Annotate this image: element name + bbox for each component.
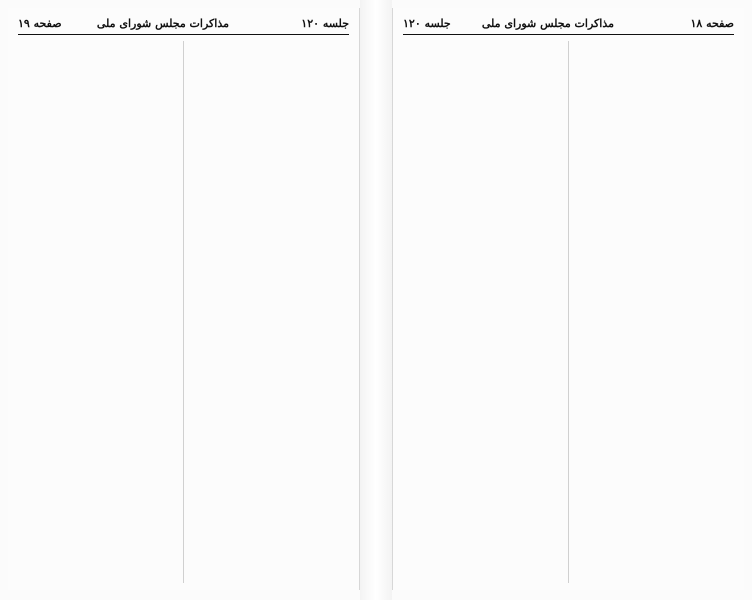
left-page-columns	[18, 41, 349, 583]
right-page-header	[403, 16, 734, 35]
book-gutter	[360, 0, 392, 600]
right-page-session: جلسه ١٢٠	[403, 17, 451, 30]
left-page-session: جلسه ١٢٠	[301, 17, 349, 30]
left-page-title: مذاکرات مجلس شورای ملی	[96, 17, 229, 30]
right-page-column-1	[577, 41, 734, 583]
left-page-column-divider	[183, 41, 184, 583]
right-page	[392, 8, 744, 590]
right-page-number: صفحه ١٨	[690, 17, 734, 30]
left-page-number: صفحه ١٩	[18, 17, 62, 30]
left-page-column-1	[192, 41, 349, 583]
right-page-title: مذاکرات مجلس شورای ملی	[481, 17, 614, 30]
left-page-column-2	[18, 41, 175, 583]
left-page	[8, 8, 360, 590]
right-page-column-2	[403, 41, 560, 583]
right-page-columns	[403, 41, 734, 583]
left-page-header	[18, 16, 349, 35]
right-page-column-divider	[568, 41, 569, 583]
